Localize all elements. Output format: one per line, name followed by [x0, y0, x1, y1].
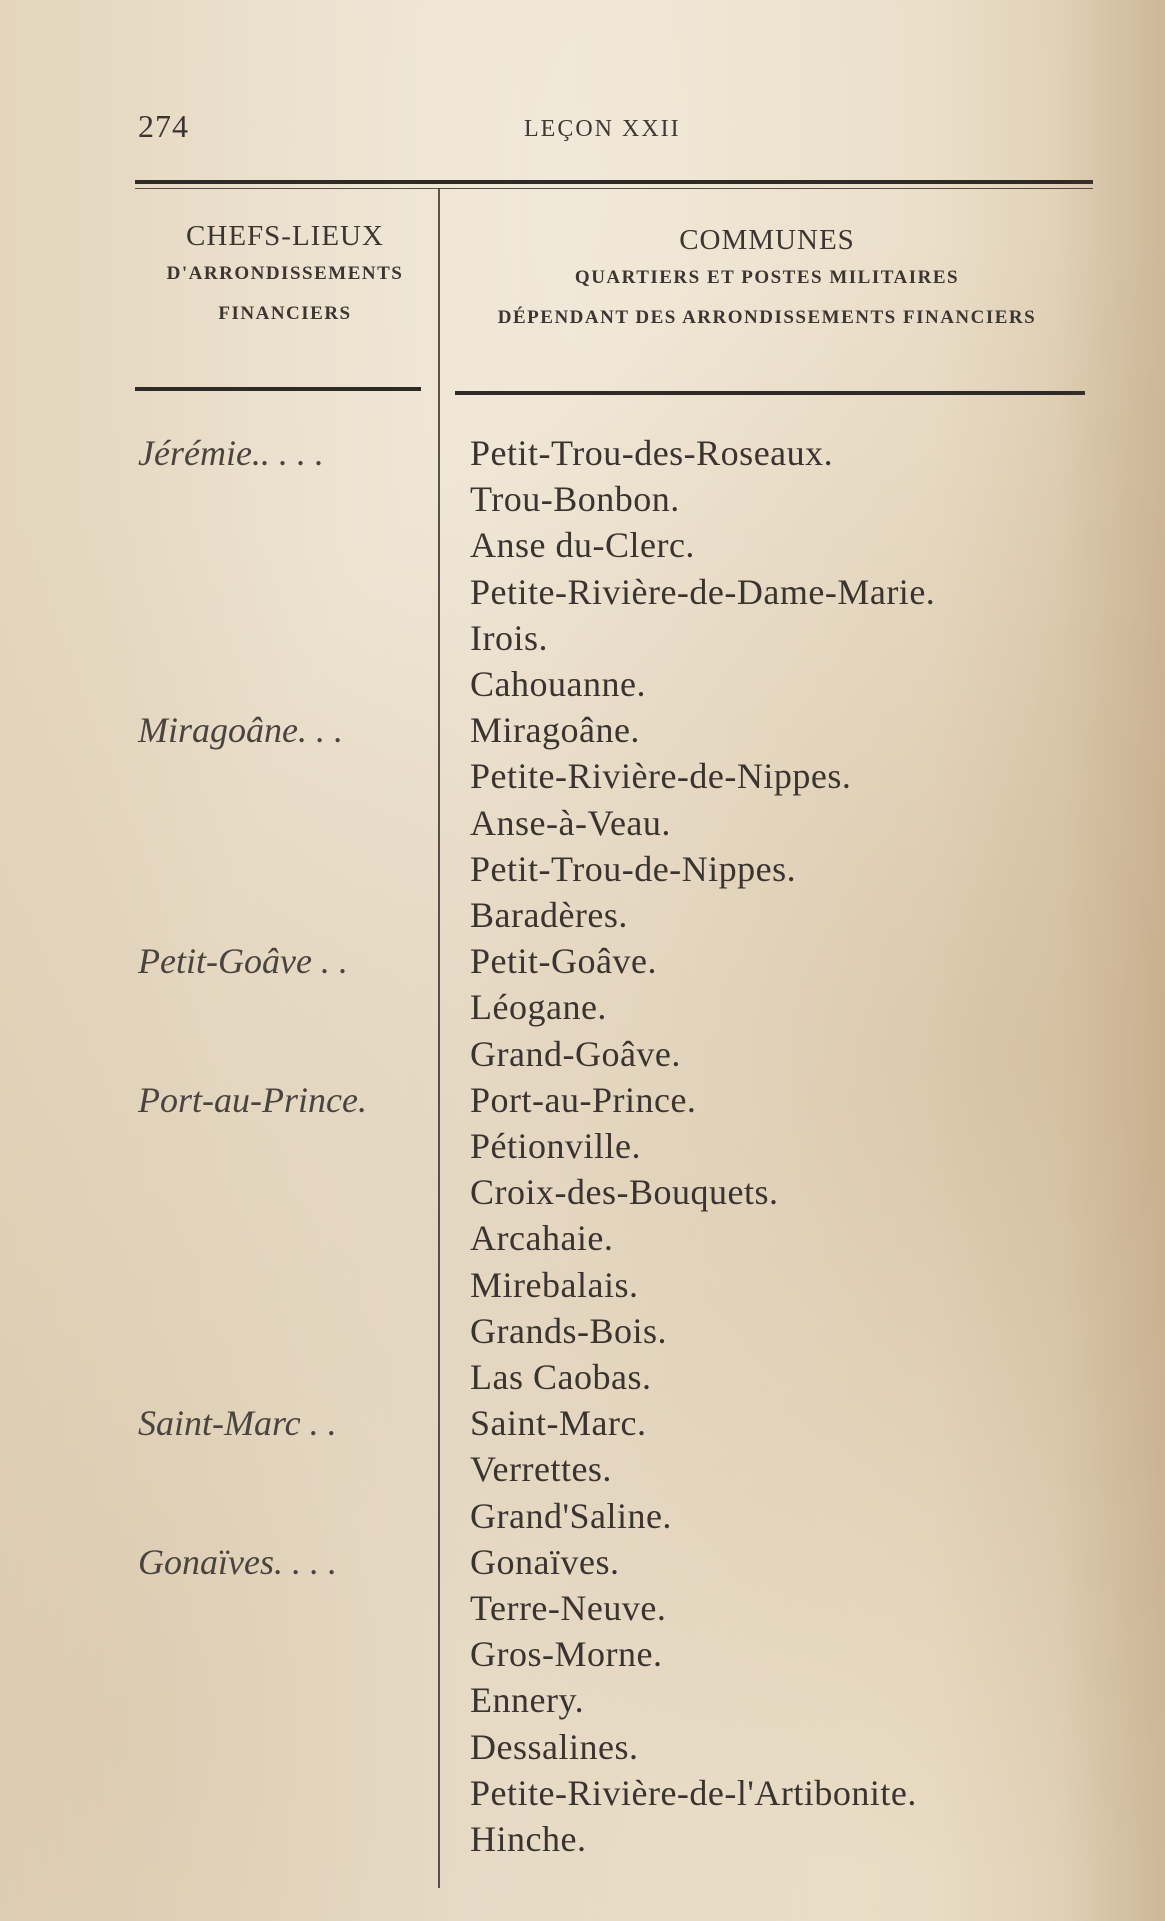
chef-lieu-cell: Miragoâne. . . [138, 710, 343, 751]
right-heading-line3: DÉPENDANT DES ARRONDISSEMENTS FINANCIERS [497, 307, 1037, 328]
left-column-heading [135, 218, 435, 334]
right-heading-line2: QUARTIERS ET POSTES MILITAIRES [574, 267, 960, 288]
commune-cell: Anse-à-Veau. [470, 802, 671, 843]
right-column-heading [442, 222, 1092, 338]
commune-cell: Dessalines. [470, 1726, 639, 1767]
commune-cell: Grands-Bois. [470, 1310, 667, 1351]
commune-cell: Petit-Goâve. [470, 941, 657, 982]
table-row [0, 846, 1165, 892]
commune-cell: Arcahaie. [470, 1218, 614, 1259]
chef-lieu-cell: Petit-Goâve . . [138, 941, 348, 982]
commune-cell: Petit-Trou-des-Roseaux. [470, 433, 834, 473]
table-row [0, 1493, 1165, 1539]
table-row [0, 1215, 1165, 1261]
commune-cell: Petite-Rivière-de-l'Artibonite. [470, 1772, 917, 1813]
commune-cell: Cahouanne. [470, 664, 646, 704]
table-row [0, 615, 1165, 661]
table-row [0, 1677, 1165, 1723]
commune-cell: Saint-Marc. [470, 1403, 647, 1444]
table-row [0, 1400, 1165, 1446]
commune-cell: Las Caobas. [470, 1357, 652, 1397]
chef-lieu-cell: Jérémie.. . . . [138, 433, 324, 473]
table-row [0, 1308, 1165, 1354]
table-row [0, 1077, 1165, 1123]
left-heading-line3: FINANCIERS [218, 303, 352, 324]
commune-cell: Pétionville. [470, 1126, 641, 1166]
commune-cell: Petit-Trou-de-Nippes. [470, 848, 797, 889]
table-row [0, 430, 1165, 476]
top-rule-thin [135, 188, 1093, 189]
table-row [0, 753, 1165, 799]
commune-cell: Miragoâne. [470, 710, 640, 751]
commune-cell: Petite-Rivière-de-Nippes. [470, 756, 852, 797]
commune-cell: Léogane. [470, 987, 607, 1028]
commune-cell: Grand-Goâve. [470, 1033, 681, 1074]
right-heading-line1: COMMUNES [679, 224, 855, 256]
table-row [0, 984, 1165, 1030]
left-heading-rule [135, 387, 421, 391]
table-row [0, 1631, 1165, 1677]
commune-cell: Baradères. [470, 895, 628, 935]
table-row [0, 476, 1165, 522]
commune-cell: Terre-Neuve. [470, 1588, 667, 1628]
table-row [0, 938, 1165, 984]
table-row [0, 892, 1165, 938]
commune-cell: Gonaïves. [470, 1541, 620, 1582]
table-row [0, 1262, 1165, 1308]
table-row [0, 1446, 1165, 1492]
commune-cell: Ennery. [470, 1680, 585, 1721]
table-row [0, 1123, 1165, 1169]
left-heading-line1: CHEFS-LIEUX [186, 220, 384, 252]
table-row [0, 1031, 1165, 1077]
table-row [0, 522, 1165, 568]
commune-cell: Irois. [470, 617, 548, 658]
top-rule [135, 180, 1093, 184]
page-number: 274 [138, 108, 189, 144]
table-row [0, 569, 1165, 615]
commune-cell: Hinche. [470, 1819, 587, 1859]
commune-cell: Anse du-Clerc. [470, 525, 695, 566]
commune-cell: Gros-Morne. [470, 1634, 663, 1675]
commune-cell: Verrettes. [470, 1449, 612, 1490]
table-row [0, 1585, 1165, 1631]
table-row [0, 1724, 1165, 1770]
chef-lieu-cell: Gonaïves. . . . [138, 1541, 337, 1582]
left-heading-line2: D'ARRONDISSEMENTS [166, 263, 404, 284]
running-head: LEÇON XXII [524, 116, 681, 142]
table-row [0, 1816, 1165, 1862]
table-row [0, 707, 1165, 753]
table-row [0, 1354, 1165, 1400]
chef-lieu-cell: Saint-Marc . . [138, 1403, 337, 1444]
commune-cell: Grand'Saline. [470, 1495, 672, 1536]
right-heading-rule [455, 391, 1085, 395]
commune-cell: Petite-Rivière-de-Dame-Marie. [470, 571, 936, 612]
chef-lieu-cell: Port-au-Prince. [138, 1079, 367, 1120]
commune-cell: Port-au-Prince. [470, 1079, 697, 1120]
commune-cell: Mirebalais. [470, 1264, 639, 1305]
table-row [0, 661, 1165, 707]
table-row [0, 800, 1165, 846]
commune-cell: Croix-des-Bouquets. [470, 1172, 779, 1213]
table-row [0, 1169, 1165, 1215]
table-row [0, 1770, 1165, 1816]
table-row [0, 1539, 1165, 1585]
commune-cell: Trou-Bonbon. [470, 479, 680, 520]
